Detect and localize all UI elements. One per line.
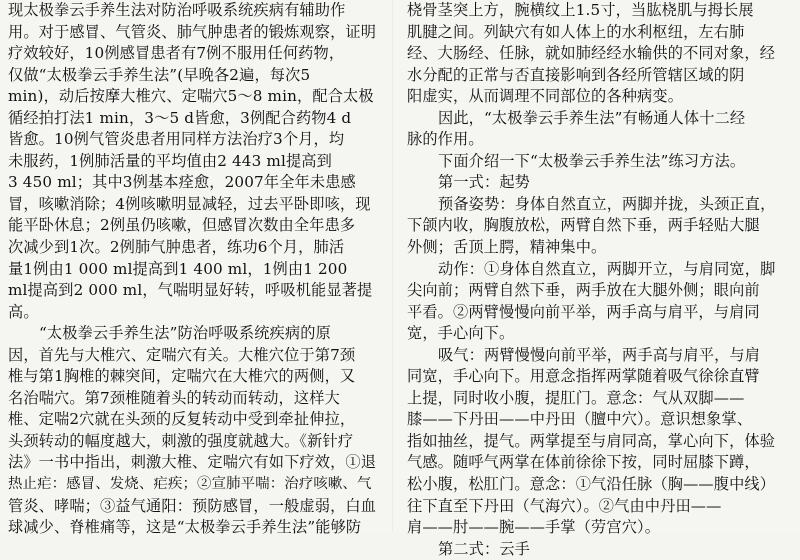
text-line: 皆愈。10例气管炎患者用同样方法治疗3个月，均 <box>8 130 345 149</box>
text-line: 指如抽丝，提气。两掌提至与肩同高，掌心向下，体验 <box>407 431 776 450</box>
text-line: 未服药，1例肺活量的平均值由2 443 ml提高到 <box>8 151 332 170</box>
text-line: 肩——肘——腕——手掌（劳宫穴）。 <box>407 518 661 537</box>
text-line: 球减少、脊椎痛等，这是“太极拳云手养生法”能够防 <box>8 518 362 537</box>
right-column <box>407 0 787 558</box>
text-line: “太极拳云手养生法”防治呼吸系统疾病的原 <box>39 324 331 343</box>
text-line: 经、大肠经、任脉，就如肺经经水输供的不同对象，经 <box>407 44 776 63</box>
text-line: 管炎、哮喘；③益气通阳：预防感冒，一般虚弱，白血 <box>8 496 377 515</box>
text-line: 循经拍打法1 min，3～5 d皆愈，3例配合药物4 d <box>8 108 352 127</box>
text-line: 量1例由1 000 ml提高到1 400 ml，1例由1 200 <box>8 259 348 278</box>
text-line: 平看。②两臂慢慢向前平举，两手高与肩平，与肩同 <box>407 302 760 321</box>
text-line: 仅做“太极拳云手养生法”(早晚各2遍，每次5 <box>8 65 311 84</box>
text-line: 阳虚实，从而调理不同部位的各种病变。 <box>407 87 684 106</box>
text-line: 名治喘穴。第7颈椎随着头的转动而转动，这样大 <box>8 388 340 407</box>
text-line: 肌腱之间。列缺穴有如人体上的水利枢纽，左右肺 <box>407 22 745 41</box>
column-gutter <box>392 0 393 532</box>
text-line: 松小腹，松肛门。意念：①气沿任脉（胸——腹中线） <box>407 475 776 494</box>
text-line: 冒，咳嗽消除；4例咳嗽明显减轻，过去平卧即咳，现 <box>8 194 371 213</box>
text-line: 预备姿势：身体自然直立，两脚并拢，头颈正直， <box>438 194 776 213</box>
text-line: 水分配的正常与否直接影响到各经所管辖区域的阴 <box>407 65 745 84</box>
text-line: 上提，同时收小腹，提肛门。意念：气从双脚—— <box>407 388 745 407</box>
text-line: 疗效较好，10例感冒患者有7例不服用任何药物， <box>8 44 345 63</box>
text-line: min)，动后按摩大椎穴、定喘穴5～8 min，配合太极 <box>8 87 374 106</box>
left-column <box>8 0 377 537</box>
text-line: 头颈转动的幅度越大，刺激的强度就越大。《新针疗 <box>8 431 354 450</box>
text-line: 下面介绍一下“太极拳云手养生法”练习方法。 <box>438 151 746 170</box>
text-line: 能平卧休息；2例虽仍咳嗽，但感冒次数由全年患多 <box>8 216 356 235</box>
text-line: 吸气：两臂慢慢向前平举，两手高与肩平，与肩 <box>438 345 761 364</box>
text-line: ml提高到2 000 ml，气喘明显好转，呼吸机能显著提 <box>8 281 373 300</box>
text-line: 脉的作用。 <box>407 130 484 149</box>
text-line: 动作：①身体自然直立，两脚开立，与肩同宽，脚 <box>438 259 776 278</box>
text-line: 第二式：云手 <box>438 539 531 558</box>
text-line: 高。 <box>8 302 39 321</box>
text-line: 法》一书中指出，刺激大椎、定喘穴有如下疗效，①退 <box>8 453 377 472</box>
text-line: 次减少到1次。2例肺气肿患者，练功6个月，肺活 <box>8 238 345 257</box>
text-line: 用。对于感冒、气管炎、肺气肿患者的锻炼观察，证明 <box>8 22 377 41</box>
text-line: 3 450 ml；其中3例基本痊愈，2007年全年未患感 <box>8 173 356 192</box>
text-line: 气感。随呼气两掌在体前徐徐下按，同时屈膝下蹲， <box>407 453 760 472</box>
text-line: 第一式：起势 <box>438 173 531 192</box>
text-line: 膝——下丹田——中丹田（膻中穴）。意识想象掌、 <box>407 410 753 429</box>
text-line: 往下直至下丹田（气海穴）。②气由中丹田—— <box>407 496 722 515</box>
text-line: 外侧；舌顶上腭，精神集中。 <box>407 238 607 257</box>
text-line: 椎、定喘2穴就在头颈的反复转动中受到牵扯伸拉， <box>8 410 356 429</box>
text-line: 因此，“太极拳云手养生法”有畅通人体十二经 <box>438 108 746 127</box>
text-line: 下颌内收，胸腹放松，两臂自然下垂，两手轻贴大腿 <box>407 216 760 235</box>
text-line: 热止疟：感冒、发烧、疟疾；②宣肺平喘：治疗咳嗽、气 <box>8 476 372 493</box>
text-line: 尖向前；两臂自然下垂，两手放在大腿外侧；眼向前 <box>407 281 760 300</box>
text-line: 现太极拳云手养生法对防治呼吸系统疾病有辅助作 <box>8 1 346 19</box>
text-line: 椎与第1胸椎的棘突间，定喘穴在大椎穴的两侧，又 <box>8 367 356 386</box>
text-line: 桡骨茎突上方，腕横纹上1.5寸，当肱桡肌与拇长展 <box>407 1 754 19</box>
text-line: 因，首先与大椎穴、定喘穴有关。大椎穴位于第7颈 <box>8 345 356 364</box>
text-line: 宽，手心向下。 <box>407 324 515 343</box>
text-line: 同宽，手心向下。用意念指挥两掌随着吸气徐徐直臂 <box>407 367 760 386</box>
